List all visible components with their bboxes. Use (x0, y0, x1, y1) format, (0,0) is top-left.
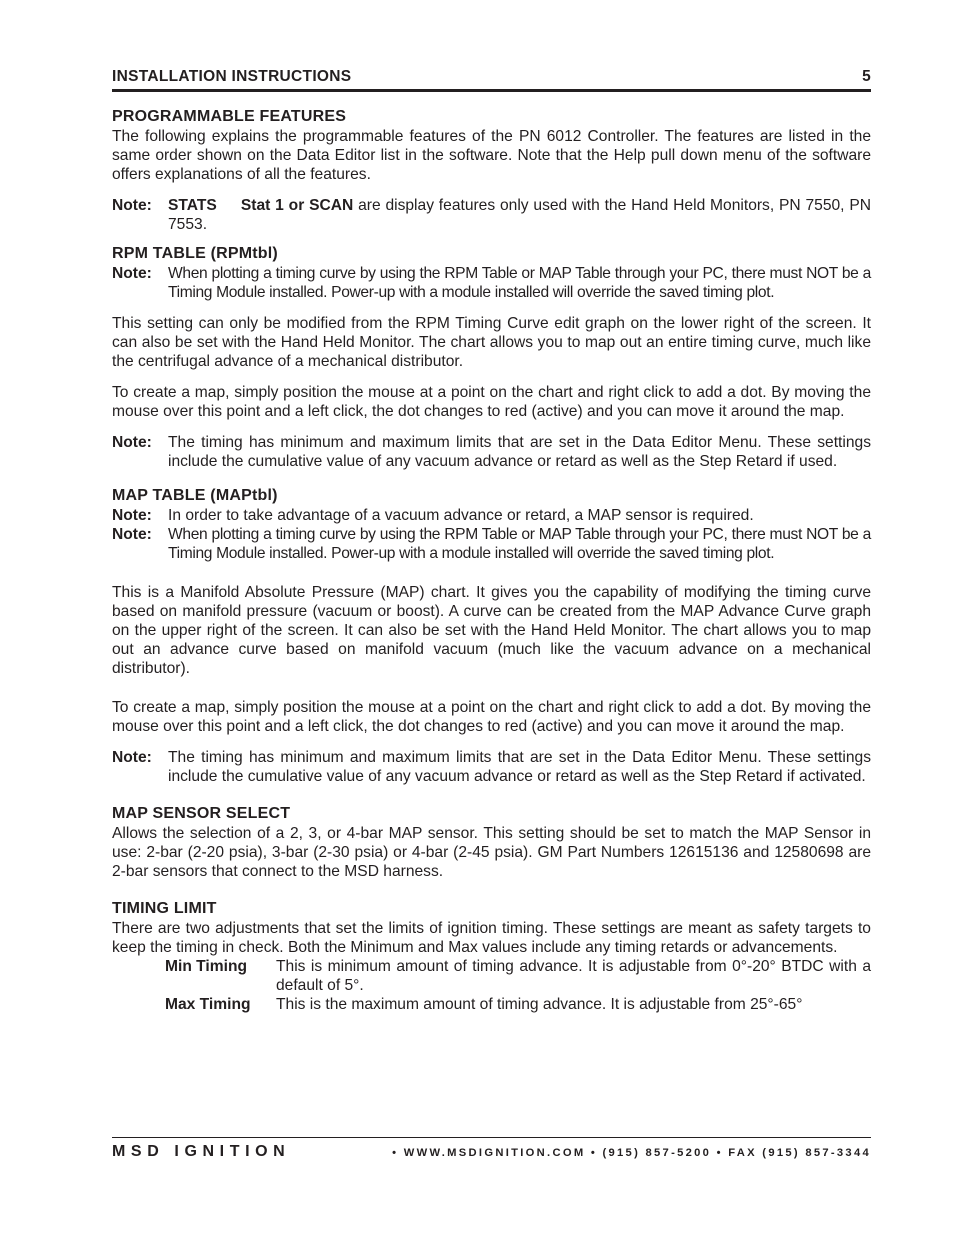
min-timing-desc: This is minimum amount of timing advance. It is adjustable from 0°-20° BTDC with a default of 5°. (276, 958, 871, 994)
header-title: INSTALLATION INSTRUCTIONS (112, 68, 352, 85)
note-map-sensor-required (112, 506, 871, 525)
note-label: Note: (112, 507, 152, 524)
note-text: The timing has minimum and maximum limits that are set in the Data Editor Menu. These settings include the cumulative value of any vacuum advance or retard as well as the Step Retard if activated. (168, 749, 871, 785)
footer-brand: MSD IGNITION (112, 1143, 291, 1160)
page-number: 5 (862, 68, 871, 85)
min-timing-row (112, 957, 871, 995)
page-header (112, 64, 871, 86)
note-label: Note: (112, 197, 152, 214)
section-heading-map-sensor: MAP SENSOR SELECT (112, 805, 291, 822)
note-label: Note: (112, 749, 152, 766)
note-label: Note: (112, 526, 152, 543)
section-heading-timing-limit: TIMING LIMIT (112, 900, 217, 917)
map-paragraph-1: This is a Manifold Absolute Pressure (MAP) chart. It gives you the capability of modifying the timing curve based on manifold pressure (vacuum or boost). A curve can be created from the MAP Advance Curve graph on the upper right of the screen. It can also be set with the Hand Held Monitor. The chart allows you to map out an advance curve based on manifold vacuum (much like the vacuum advance on a mechanical distributor). (112, 584, 871, 677)
note-text: In order to take advantage of a vacuum advance or retard, a MAP sensor is required. (168, 507, 754, 524)
section-heading-rpm-table: RPM TABLE (RPMtbl) (112, 245, 278, 262)
note-text (168, 196, 871, 234)
note-label: Note: (112, 265, 152, 282)
note-text: When plotting a timing curve by using the RPM Table or MAP Table through your PC, there must NOT be a Timing Module installed. Power-up with a module installed will override the saved timing plot. (168, 526, 871, 562)
note-map-module (112, 525, 871, 563)
note-text: When plotting a timing curve by using the RPM Table or MAP Table through your PC, there must NOT be a Timing Module installed. Power-up with a module installed will override the saved timing plot. (168, 265, 871, 301)
timing-paragraph: There are two adjustments that set the limits of ignition timing. These settings are meant as safety targets to keep the timing in check. Both the Minimum and Max values include any timing retards or advancements. (112, 920, 871, 956)
section-heading-programmable: PROGRAMMABLE FEATURES (112, 108, 347, 125)
stat1-scan-term: Stat 1 or SCAN (240, 197, 354, 214)
stats-note-body: are display features only used with the Hand Held Monitors, PN 7550, PN 7553. (168, 197, 871, 233)
max-timing-term: Max Timing (165, 996, 251, 1013)
programmable-intro: The following explains the programmable features of the PN 6012 Controller. The features are listed in the same order shown on the Data Editor list in the software. Note that the Help pull down menu of the software offers explanations of all the features. (112, 128, 871, 183)
footer-contact: • WWW.MSDIGNITION.COM • (915) 857-5200 • FAX (915) 857-3344 (392, 1147, 871, 1159)
min-timing-term: Min Timing (165, 958, 248, 975)
sensor-paragraph: Allows the selection of a 2, 3, or 4-bar MAP sensor. This setting should be set to match the MAP Sensor in use: 2-bar (2-20 psia), 3-bar (2-30 psia) or 4-bar (2-45 psia). GM Part Numbers 12615136 and 12580698 are 2-bar sensors that connect to the MSD harness. (112, 825, 871, 880)
map-paragraph-2: To create a map, simply position the mouse at a point on the chart and right click to add a dot. By moving the mouse over this point and a left click, the dot changes to red (active) and you can move it around the map. (112, 699, 871, 735)
stats-term: STATS (168, 197, 217, 214)
note-map-limits (112, 748, 871, 786)
document-page (112, 64, 871, 1014)
max-timing-row (112, 995, 871, 1014)
page-footer (112, 1143, 871, 1161)
note-label: Note: (112, 434, 152, 451)
rpm-paragraph-2: To create a map, simply position the mouse at a point on the chart and right click to add a dot. By moving the mouse over this point and a left click, the dot changes to red (active) and you can move it around the map. (112, 384, 871, 420)
note-rpm-limits (112, 433, 871, 471)
footer-rule (112, 1137, 871, 1138)
header-rule (112, 89, 871, 92)
section-heading-map-table: MAP TABLE (MAPtbl) (112, 487, 278, 504)
note-text: The timing has minimum and maximum limits that are set in the Data Editor Menu. These settings include the cumulative value of any vacuum advance or retard as well as the Step Retard if used. (168, 434, 871, 470)
rpm-paragraph-1: This setting can only be modified from the RPM Timing Curve edit graph on the lower right of the screen. It can also be set with the Hand Held Monitor. The chart allows you to map out an entire timing curve, much like the centrifugal advance of a mechanical distributor. (112, 315, 871, 370)
note-stats (112, 196, 871, 234)
max-timing-desc: This is the maximum amount of timing advance. It is adjustable from 25°-65° (276, 996, 803, 1013)
note-rpm-module (112, 264, 871, 302)
